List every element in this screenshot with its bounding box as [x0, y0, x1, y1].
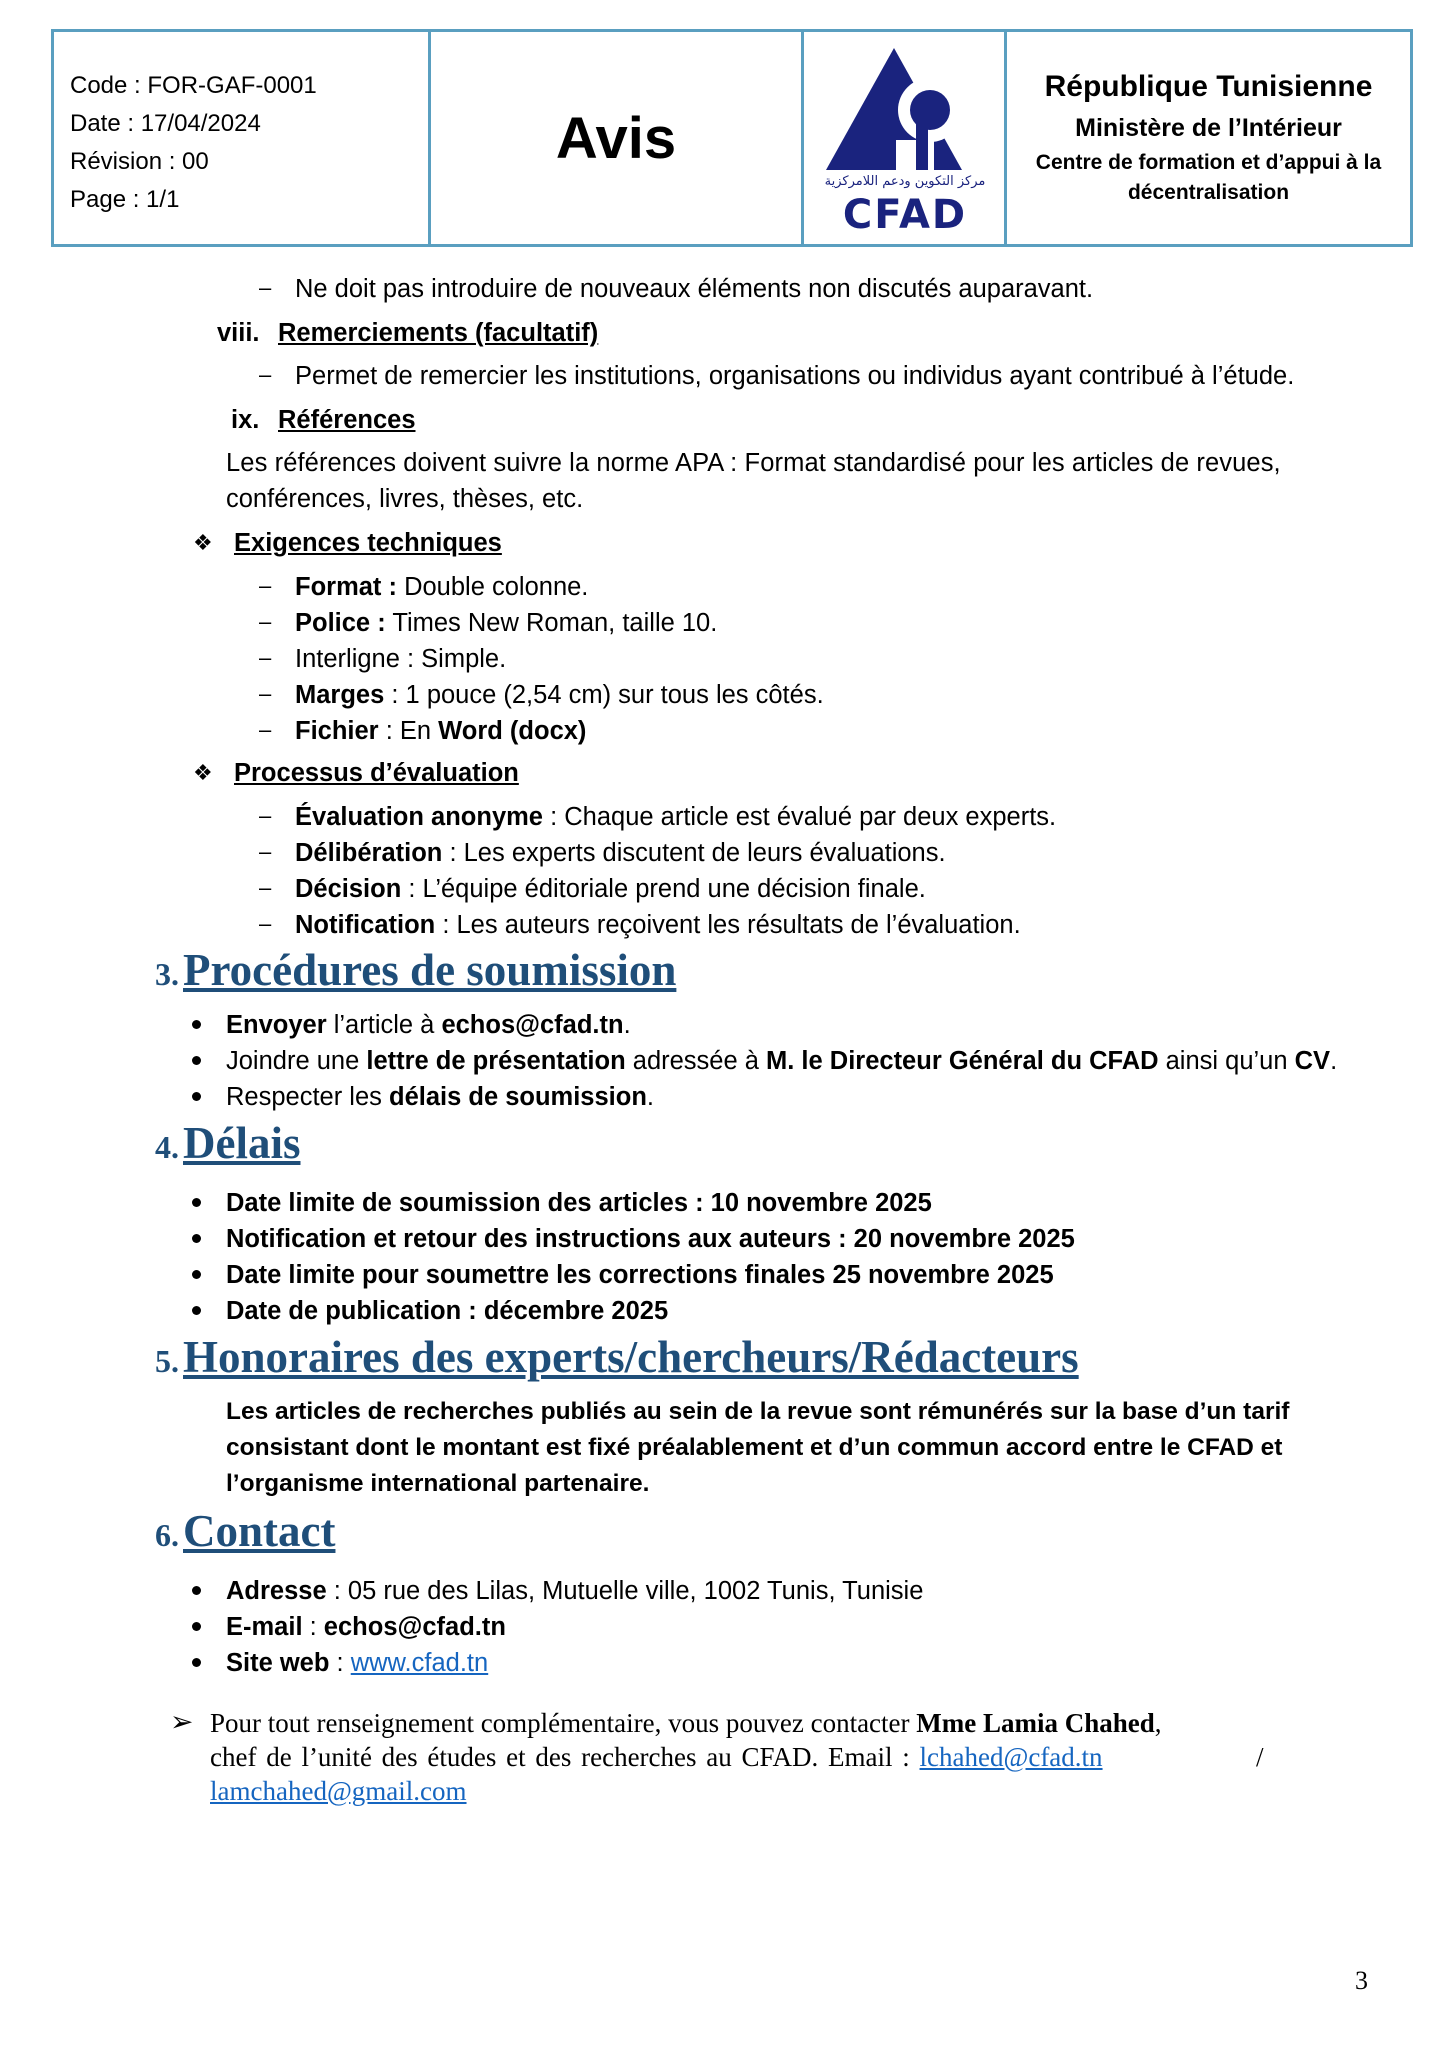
document-meta	[54, 32, 431, 244]
processus-item: Décision : L’équipe éditoriale prend une décision finale.	[295, 875, 926, 903]
note-line-1: Pour tout renseignement complémentaire, vous pouvez contacter Mme Lamia Chahed,	[210, 1708, 1162, 1738]
ministry: Ministère de l’Intérieur	[1075, 114, 1342, 142]
note-line-3	[210, 1776, 467, 1807]
doc-title: Avis	[431, 32, 804, 244]
institution	[1007, 32, 1410, 244]
dash-marker: –	[259, 839, 272, 864]
email-link-work[interactable]: lchahed@cfad.tn	[919, 1742, 1103, 1772]
note-separator: /	[1256, 1742, 1264, 1772]
doc-page: Page : 1/1	[70, 186, 180, 213]
cfad-logo	[804, 32, 1007, 244]
bullet-dot	[192, 1020, 201, 1029]
police-item: Police : Times New Roman, taille 10.	[295, 609, 718, 637]
ix-line-1: Les références doivent suivre la norme APA : Format standardisé pour les articles de revues,	[226, 449, 1281, 477]
doc-date: Date : 17/04/2024	[70, 110, 261, 137]
deadline-item: Notification et retour des instructions aux auteurs : 20 novembre 2025	[226, 1225, 1075, 1253]
processus-item: Évaluation anonyme : Chaque article est évalué par deux experts.	[295, 803, 1057, 831]
document-header	[51, 29, 1413, 247]
bullet-dot	[192, 1586, 201, 1595]
center-line-1: Centre de formation et d’appui à la	[1035, 151, 1382, 174]
deadline-item: Date limite pour soumettre les corrections finales 25 novembre 2025	[226, 1261, 1054, 1289]
section-4-heading: 4. Délais	[155, 1118, 301, 1168]
deadline-item: Date limite de soumission des articles : 10 novembre 2025	[226, 1189, 932, 1217]
s5-line-1: Les articles de recherches publiés au sein de la revue sont rémunérés sur la base d’un tarif	[226, 1398, 1290, 1425]
format-item: Format : Double colonne.	[295, 573, 589, 601]
ix-title: Références	[278, 406, 416, 434]
exigences-title: Exigences techniques	[234, 529, 502, 557]
deadline-item: Date de publication : décembre 2025	[226, 1297, 669, 1325]
bullet-dot	[192, 1092, 201, 1101]
bullet-dot	[192, 1622, 201, 1631]
center-line-2: décentralisation	[1127, 181, 1290, 204]
arrow-bullet-icon: ➢	[170, 1706, 194, 1737]
dash-marker: –	[259, 911, 272, 936]
marges-item: Marges : 1 pouce (2,54 cm) sur tous les côtés.	[295, 681, 824, 709]
bullet-dot	[192, 1198, 201, 1207]
s5-line-3: l’organisme international partenaire.	[226, 1470, 650, 1497]
bullet-dot	[192, 1056, 201, 1065]
processus-title: Processus d’évaluation	[234, 759, 519, 787]
dash-marker: –	[259, 362, 272, 387]
dash-marker: –	[259, 573, 272, 598]
bullet-dot	[192, 1270, 201, 1279]
dash-marker: –	[259, 717, 272, 742]
interligne-item: Interligne : Simple.	[295, 645, 507, 673]
processus-item: Délibération : Les experts discutent de leurs évaluations.	[295, 839, 946, 867]
section-6-heading: 6. Contact	[155, 1506, 336, 1556]
logo-text: CFAD	[842, 192, 968, 238]
email-link-personal[interactable]: lamchahed@gmail.com	[210, 1776, 467, 1806]
doc-code: Code : FOR-GAF-0001	[70, 72, 317, 99]
dash-marker: –	[259, 609, 272, 634]
dash-marker: –	[259, 875, 272, 900]
processus-item: Notification : Les auteurs reçoivent les résultats de l’évaluation.	[295, 911, 1021, 939]
logo-arabic: مركز التكوين ودعم اللامركزية	[824, 174, 986, 189]
dash-marker: –	[259, 645, 272, 670]
ix-num: ix.	[231, 406, 260, 434]
fichier-item: Fichier : En Word (docx)	[295, 717, 587, 745]
note-line-2: chef de l’unité des études et des recherches au CFAD. Email : lchahed@cfad.tn	[210, 1742, 1103, 1772]
s3-bullet-1: Envoyer l’article à echos@cfad.tn.	[226, 1011, 631, 1039]
section-5-heading: 5. Honoraires des experts/chercheurs/Rédacteurs	[155, 1332, 1079, 1382]
bullet-dot	[192, 1658, 201, 1667]
republic: République Tunisienne	[1044, 70, 1373, 103]
dash-marker: –	[259, 681, 272, 706]
bullet-dot	[192, 1234, 201, 1243]
diamond-bullet-icon: ❖	[193, 530, 213, 555]
bullet-dot	[192, 1306, 201, 1315]
page-number: 3	[1355, 1966, 1368, 1995]
s3-bullet-3: Respecter les délais de soumission.	[226, 1083, 655, 1111]
cfad-logo-icon	[804, 32, 1007, 244]
intro-dash-1: Ne doit pas introduire de nouveaux éléments non discutés auparavant.	[295, 275, 1094, 303]
section-3-heading: 3. Procédures de soumission	[155, 945, 677, 995]
contact-address: Adresse : 05 rue des Lilas, Mutuelle ville, 1002 Tunis, Tunisie	[226, 1577, 924, 1605]
doc-revision: Révision : 00	[70, 148, 209, 175]
contact-website: Site web : www.cfad.tn	[226, 1649, 489, 1677]
viii-title: Remerciements (facultatif)	[278, 319, 599, 347]
s5-line-2: consistant dont le montant est fixé préalablement et d’un commun accord entre le CFAD et	[226, 1434, 1283, 1461]
dash-marker: –	[259, 275, 272, 300]
website-link[interactable]: www.cfad.tn	[350, 1649, 489, 1677]
diamond-bullet-icon: ❖	[193, 760, 213, 785]
s3-bullet-2: Joindre une lettre de présentation adressée à M. le Directeur Général du CFAD ainsi qu’un CV.	[226, 1047, 1338, 1075]
viii-num: viii.	[217, 319, 260, 347]
contact-email: E-mail : echos@cfad.tn	[226, 1613, 506, 1641]
dash-marker: –	[259, 803, 272, 828]
ix-line-2: conférences, livres, thèses, etc.	[226, 485, 584, 513]
viii-dash: Permet de remercier les institutions, organisations ou individus ayant contribué à l’étude.	[295, 362, 1295, 390]
